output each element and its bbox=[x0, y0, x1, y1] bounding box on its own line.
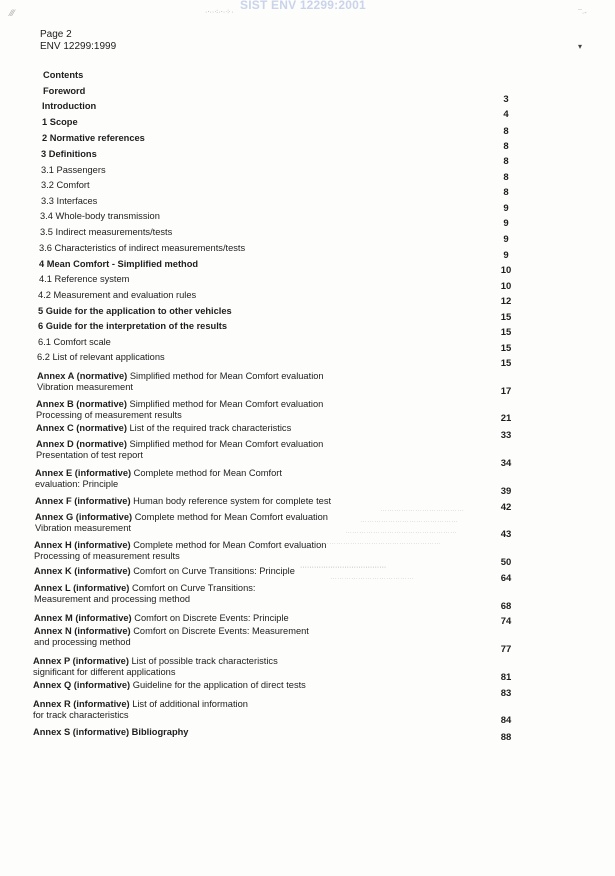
toc-entry-heading: 4 Mean Comfort - Simplified method bbox=[39, 259, 199, 269]
toc-entry-heading: Annex E (informative) bbox=[35, 468, 132, 478]
toc-entry-heading: Annex A (normative) bbox=[37, 371, 128, 381]
toc-entry-heading: 6 Guide for the interpretation of the results bbox=[38, 321, 228, 331]
toc-entry-subtitle: Processing of measurement results bbox=[34, 551, 180, 561]
toc-entry-heading: Annex C (normative) bbox=[36, 423, 127, 433]
toc-page-number: 8 bbox=[503, 141, 509, 152]
toc-page-number: 9 bbox=[503, 203, 509, 214]
toc-entry-heading: Annex P (informative) bbox=[33, 656, 129, 666]
toc-entry-text: Human body reference system for complete test bbox=[130, 496, 332, 506]
toc-page-number: 17 bbox=[500, 386, 512, 397]
toc-entry bbox=[36, 399, 323, 421]
toc-page-number: 83 bbox=[500, 688, 512, 699]
toc-entry-text: Comfort on Discrete Events: Principle bbox=[131, 613, 289, 623]
toc-entry bbox=[40, 227, 172, 238]
toc-entry bbox=[41, 196, 97, 207]
toc-entry-title bbox=[42, 133, 145, 144]
toc-entry-title bbox=[40, 227, 172, 238]
toc-entry bbox=[39, 274, 129, 285]
toc-entry-text: 3.4 Whole-body transmission bbox=[40, 211, 160, 221]
toc-entry-text: 6.1 Comfort scale bbox=[38, 337, 111, 347]
toc-entry-heading: Annex F (informative) bbox=[35, 496, 131, 506]
toc-entry-title bbox=[35, 496, 331, 507]
toc-entry bbox=[34, 566, 295, 577]
toc-entry-heading: Annex Q (informative) bbox=[33, 680, 131, 690]
toc-entry-heading: Foreword bbox=[43, 86, 86, 96]
toc-entry bbox=[34, 626, 309, 648]
toc-page-number: 15 bbox=[500, 343, 512, 354]
toc-entry bbox=[36, 423, 291, 434]
toc-page-number: 21 bbox=[500, 413, 512, 424]
toc-entry bbox=[37, 352, 165, 363]
toc-entry-text: Comfort on Curve Transitions: bbox=[129, 583, 256, 593]
standard-number: ENV 12299:1999 bbox=[40, 41, 117, 52]
toc-page-number: 15 bbox=[500, 327, 512, 338]
toc-entry-title bbox=[35, 512, 328, 523]
toc-entry-text: Comfort on Discrete Events: Measurement bbox=[130, 626, 309, 636]
scan-noise: ▾ bbox=[578, 42, 583, 51]
toc-page-number: 10 bbox=[500, 281, 512, 292]
toc-entry bbox=[38, 290, 196, 301]
toc-entry-text: Simplified method for Mean Comfort evaluation bbox=[126, 399, 324, 409]
toc-entry-title bbox=[34, 626, 309, 637]
toc-entry-title bbox=[42, 117, 78, 128]
toc-page-number: 8 bbox=[503, 126, 509, 137]
toc-entry-text: 3.3 Interfaces bbox=[41, 196, 98, 206]
toc-entry-text: Guideline for the application of direct tests bbox=[130, 680, 306, 690]
toc-entry-subtitle: Processing of measurement results bbox=[36, 410, 182, 420]
toc-entry-title bbox=[41, 149, 97, 160]
toc-entry-title bbox=[41, 196, 97, 207]
toc-entry-heading: Annex B (normative) bbox=[36, 399, 127, 409]
toc-entry-subtitle: evaluation: Principle bbox=[35, 479, 119, 489]
toc-entry bbox=[33, 656, 278, 678]
toc-entry-title bbox=[36, 423, 291, 434]
toc-entry-subtitle: Vibration measurement bbox=[37, 382, 133, 392]
toc-entry-heading: 5 Guide for the application to other vehicles bbox=[38, 306, 232, 316]
toc-entry-text: 3.1 Passengers bbox=[41, 165, 106, 175]
toc-entry-text: Complete method for Mean Comfort evaluation bbox=[132, 512, 328, 522]
toc-entry-heading: Annex R (informative) bbox=[33, 699, 130, 709]
toc-entry-heading: Annex K (informative) bbox=[34, 566, 131, 576]
toc-entry-heading: Introduction bbox=[42, 101, 97, 111]
toc-entry bbox=[40, 211, 160, 222]
toc-entry-title bbox=[33, 656, 278, 667]
toc-entry bbox=[35, 496, 331, 507]
toc-page-number: 88 bbox=[500, 732, 512, 743]
toc-entry bbox=[42, 101, 96, 112]
toc-page-number: 43 bbox=[500, 529, 512, 540]
toc-entry-text: List of additional information bbox=[129, 699, 248, 709]
toc-entry bbox=[35, 512, 328, 534]
toc-entry-text: Complete method for Mean Comfort evaluation bbox=[130, 540, 327, 550]
toc-page-number: 9 bbox=[503, 218, 509, 229]
toc-entry bbox=[37, 371, 324, 393]
toc-entry-title bbox=[40, 211, 160, 222]
toc-entry-title bbox=[37, 352, 165, 363]
toc-entry bbox=[38, 306, 232, 317]
toc-entry bbox=[34, 583, 255, 605]
toc-page-number: 10 bbox=[500, 265, 512, 276]
bleed-through-text: ……………………………… bbox=[380, 506, 464, 513]
toc-entry bbox=[33, 680, 306, 691]
toc-page-number: 3 bbox=[503, 94, 509, 105]
toc-entry-title bbox=[33, 727, 188, 738]
toc-entry-heading: Annex L (informative) bbox=[34, 583, 130, 593]
toc-page-number: 15 bbox=[500, 358, 512, 369]
toc-entry-heading: 2 Normative references bbox=[42, 133, 145, 143]
toc-entry-title bbox=[33, 680, 306, 691]
toc-entry-subtitle: Presentation of test report bbox=[36, 450, 143, 460]
toc-entry-title bbox=[42, 101, 96, 112]
scan-noise: ⁄⁄⁄ bbox=[10, 8, 15, 18]
toc-entry-heading: Contents bbox=[43, 70, 84, 80]
toc-entry-subtitle: and processing method bbox=[34, 637, 131, 647]
toc-page-number: 84 bbox=[500, 715, 512, 726]
toc-entry-title bbox=[34, 566, 295, 577]
toc-entry-title bbox=[34, 613, 289, 624]
toc-page-number: 81 bbox=[500, 672, 512, 683]
toc-page-number: 12 bbox=[500, 296, 512, 307]
toc-entry-title bbox=[36, 399, 323, 410]
toc-entry-title bbox=[43, 70, 83, 81]
toc-entry bbox=[42, 117, 78, 128]
toc-entry-heading: 1 Scope bbox=[42, 117, 78, 127]
watermark-text: SIST ENV 12299:2001 bbox=[240, 0, 366, 12]
toc-entry bbox=[41, 165, 106, 176]
toc-page-number: 39 bbox=[500, 486, 512, 497]
bleed-through-text: …………………………………… bbox=[360, 517, 458, 524]
toc-entry-title bbox=[33, 699, 248, 710]
scan-noise: ¯·‑ bbox=[578, 10, 587, 17]
toc-entry-text: 3.6 Characteristics of indirect measurements/tests bbox=[39, 243, 246, 253]
toc-entry-text: Comfort on Curve Transitions: Principle bbox=[130, 566, 295, 576]
toc-entry bbox=[38, 337, 111, 348]
toc-entry-title bbox=[35, 468, 282, 479]
toc-entry-text: 3.2 Comfort bbox=[41, 180, 90, 190]
toc-entry-title bbox=[41, 180, 90, 191]
toc-entry-heading: Annex S (informative) Bibliography bbox=[33, 727, 189, 737]
bleed-through-text: ……………………………………………… bbox=[315, 539, 441, 546]
toc-entry bbox=[41, 180, 90, 191]
toc-page-number: 34 bbox=[500, 458, 512, 469]
toc-entry-heading: Annex H (informative) bbox=[34, 540, 131, 550]
toc-entry bbox=[35, 468, 282, 490]
toc-entry-heading: Annex N (informative) bbox=[34, 626, 131, 636]
toc-entry-subtitle: Vibration measurement bbox=[35, 523, 131, 533]
toc-entry-heading: Annex G (informative) bbox=[35, 512, 133, 522]
toc-entry bbox=[33, 727, 188, 738]
toc-entry-title bbox=[39, 259, 198, 270]
toc-page-number: 9 bbox=[503, 250, 509, 261]
toc-entry-title bbox=[38, 290, 196, 301]
toc-entry-text: 3.5 Indirect measurements/tests bbox=[40, 227, 173, 237]
scan-noise: ·‧··⁖·‧·⁘· bbox=[205, 9, 234, 16]
toc-entry-title bbox=[43, 86, 85, 97]
bleed-through-text: ………………………………………… bbox=[345, 528, 457, 535]
toc-entry bbox=[36, 439, 323, 461]
toc-entry-title bbox=[38, 321, 227, 332]
toc-entry-title bbox=[36, 439, 323, 450]
toc-entry-heading: Annex M (informative) bbox=[34, 613, 132, 623]
toc-entry-title bbox=[38, 306, 232, 317]
toc-entry bbox=[42, 133, 145, 144]
toc-entry bbox=[34, 540, 326, 562]
toc-entry-title bbox=[41, 165, 106, 176]
toc-entry-text: List of possible track characteristics bbox=[128, 656, 278, 666]
toc-entry-heading: Annex D (normative) bbox=[36, 439, 127, 449]
toc-entry-title bbox=[39, 243, 245, 254]
toc-page-number: 9 bbox=[503, 234, 509, 245]
toc-entry-text: Simplified method for Mean Comfort evaluation bbox=[126, 439, 324, 449]
toc-entry-subtitle: for track characteristics bbox=[33, 710, 129, 720]
toc-page-number: 64 bbox=[500, 573, 512, 584]
toc-page-number: 42 bbox=[500, 502, 512, 513]
toc-page-number: 8 bbox=[503, 187, 509, 198]
toc-page-number: 8 bbox=[503, 172, 509, 183]
toc-entry-subtitle: Measurement and processing method bbox=[34, 594, 191, 604]
toc-page-number: 15 bbox=[500, 312, 512, 323]
toc-entry-heading: 3 Definitions bbox=[41, 149, 97, 159]
toc-entry bbox=[38, 321, 227, 332]
toc-entry bbox=[34, 613, 289, 624]
bleed-through-text: ……………………………… bbox=[330, 574, 414, 581]
toc-entry-title bbox=[39, 274, 129, 285]
toc-entry-text: List of the required track characteristics bbox=[126, 423, 292, 433]
toc-entry bbox=[39, 243, 245, 254]
toc-entry bbox=[43, 70, 83, 81]
toc-entry bbox=[39, 259, 198, 270]
toc-entry-subtitle: significant for different applications bbox=[33, 667, 176, 677]
toc-entry-title bbox=[38, 337, 111, 348]
toc-page-number: 33 bbox=[500, 430, 512, 441]
toc-entry-text: Complete method for Mean Comfort bbox=[131, 468, 282, 478]
toc-page-number: 68 bbox=[500, 601, 512, 612]
toc-entry bbox=[33, 699, 248, 721]
toc-entry-title bbox=[34, 540, 326, 551]
toc-page-number: 4 bbox=[503, 109, 509, 120]
toc-entry bbox=[43, 86, 85, 97]
page-number: Page 2 bbox=[40, 29, 72, 40]
toc-entry-text: 4.1 Reference system bbox=[39, 274, 130, 284]
toc-page-number: 74 bbox=[500, 616, 512, 627]
toc-page-number: 50 bbox=[500, 557, 512, 568]
toc-page-number: 8 bbox=[503, 156, 509, 167]
toc-entry-title bbox=[34, 583, 255, 594]
toc-entry-text: Simplified method for Mean Comfort evaluation bbox=[127, 371, 324, 381]
toc-page-number: 77 bbox=[500, 644, 512, 655]
toc-entry bbox=[41, 149, 97, 160]
toc-entry-text: 4.2 Measurement and evaluation rules bbox=[38, 290, 197, 300]
dotted-leader: ····································· bbox=[300, 564, 387, 571]
toc-entry-title bbox=[37, 371, 324, 382]
toc-entry-text: 6.2 List of relevant applications bbox=[37, 352, 165, 362]
